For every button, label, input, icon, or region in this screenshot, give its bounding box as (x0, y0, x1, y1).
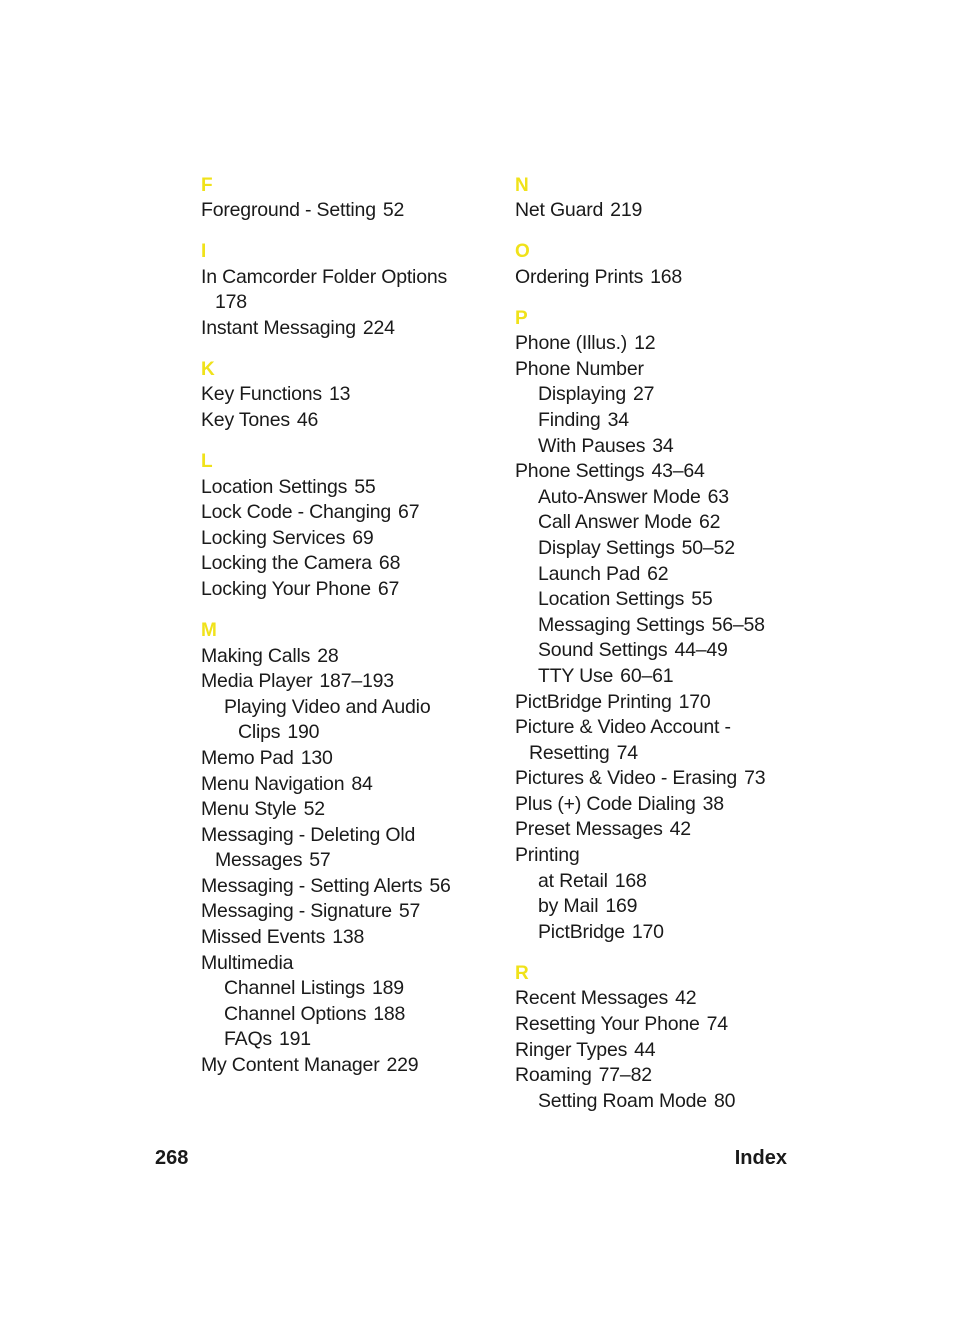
index-subentry-call-answer-mode (515, 510, 815, 536)
entry-page-ref: 13 (328, 383, 351, 406)
index-entry-picture-video-account (515, 715, 815, 766)
index-subentry-auto-answer-mode (515, 485, 815, 511)
index-entry-making-calls (201, 644, 491, 670)
index-entry-instant-messaging (201, 316, 491, 342)
index-entry-recent-messages (515, 986, 815, 1012)
entry-term: My Content Manager (201, 1054, 380, 1077)
entry-page-ref: 63 (707, 485, 729, 508)
section-letter: K (201, 358, 215, 380)
index-entry-pictbridge-printing (515, 690, 815, 716)
entry-term: Channel Listings (224, 977, 365, 1000)
entry-page-ref: 73 (744, 767, 766, 790)
entry-page-ref: 42 (675, 987, 697, 1010)
running-title: Index (734, 1147, 787, 1169)
index-entry-menu-navigation (201, 772, 491, 798)
entry-page-ref: 50–52 (681, 536, 735, 559)
entry-term: PictBridge Printing (515, 690, 672, 713)
index-entry-missed-events (201, 925, 491, 951)
entry-page-ref: 34 (607, 408, 629, 431)
entry-term: Finding (538, 408, 601, 431)
entry-page-ref: 168 (650, 265, 683, 288)
index-subentry-display-settings (515, 536, 815, 562)
entry-term: Ordering Prints (515, 265, 644, 288)
index-entry-locking-your-phone (201, 577, 491, 603)
index-entry-ordering-prints (515, 265, 815, 291)
index-entry-printing (515, 843, 815, 869)
entry-term: Phone Settings (515, 460, 645, 483)
entry-page-ref: 68 (378, 552, 401, 575)
entry-term: TTY Use (538, 664, 614, 687)
entry-term: Instant Messaging (201, 316, 356, 339)
entry-page-ref: 170 (631, 920, 664, 943)
index-entry-location-settings (201, 475, 491, 501)
index-subentry-setting-roam-mode (515, 1089, 815, 1115)
entry-page-ref: 42 (669, 818, 691, 841)
entry-continuation (201, 848, 491, 874)
entry-page-ref: 84 (351, 772, 373, 795)
index-section-r (515, 960, 815, 1114)
index-section-p (515, 305, 815, 945)
section-letter: L (201, 451, 213, 473)
entry-term: Menu Style (201, 798, 297, 821)
index-subentry-at-retail (515, 869, 815, 895)
section-letter: I (201, 241, 207, 263)
index-entry-preset-messages (515, 817, 815, 843)
index-subentry-with-pauses (515, 434, 815, 460)
entry-term: PictBridge (538, 920, 625, 943)
index-subentry-by-mail (515, 894, 815, 920)
index-entry-media-player (201, 669, 491, 695)
entry-term: Key Tones (201, 408, 290, 431)
entry-term: Media Player (201, 670, 313, 693)
index-entry-lock-code-changing (201, 500, 491, 526)
entry-term: Display Settings (538, 536, 675, 559)
index-entry-multimedia (201, 951, 491, 977)
entry-term: Locking the Camera (201, 552, 372, 575)
index-entry-pictures-video-erasing (515, 766, 815, 792)
index-entry-foreground-setting (201, 198, 491, 224)
page-number: 268 (155, 1147, 189, 1169)
entry-term: Launch Pad (538, 562, 641, 585)
index-entry-menu-style (201, 797, 491, 823)
index-subentry-tty-use (515, 664, 815, 690)
entry-term: In Camcorder Folder Options (201, 265, 448, 288)
index-entry-messaging-deleting-old (201, 823, 491, 874)
index-entry-locking-the-camera (201, 551, 491, 577)
entry-term: Sound Settings (538, 639, 668, 662)
entry-continuation (515, 741, 815, 767)
entry-page-ref: 55 (354, 475, 376, 498)
section-letter: F (201, 174, 213, 196)
entry-page-ref: 55 (691, 588, 713, 611)
entry-term: With Pauses (538, 434, 646, 457)
entry-term: Foreground - Setting (201, 199, 376, 221)
entry-term: Lock Code - Changing (201, 501, 392, 524)
entry-term: Pictures & Video - Erasing (515, 767, 738, 790)
entry-term: Resetting Your Phone (515, 1013, 700, 1036)
entry-page-ref: 62 (698, 511, 721, 534)
section-letter: P (515, 307, 528, 329)
index-subentry-faqs (201, 1027, 491, 1053)
entry-page-ref: 77–82 (598, 1064, 652, 1087)
entry-page-ref: 44 (634, 1038, 656, 1061)
entry-term: Channel Options (224, 1002, 367, 1025)
entry-term: Key Functions (201, 383, 322, 406)
entry-page-ref: 38 (702, 792, 724, 815)
entry-term: Messaging Settings (538, 613, 705, 636)
entry-page-ref: 52 (303, 798, 325, 821)
index-entry-ringer-types (515, 1038, 815, 1064)
index-entry-key-functions (201, 382, 491, 408)
entry-term: Recent Messages (515, 987, 669, 1010)
entry-term: Making Calls (201, 644, 311, 667)
entry-term: Menu Navigation (201, 772, 345, 795)
index-subentry-sound-settings (515, 638, 815, 664)
entry-term: Messaging - Deleting Old (201, 823, 416, 846)
index-section-i (201, 239, 491, 342)
entry-page-ref: 80 (713, 1089, 736, 1112)
entry-page-ref: 169 (605, 895, 638, 918)
entry-page-ref: 57 (309, 849, 331, 872)
entry-continuation-text: Messages (215, 849, 303, 872)
entry-page-ref: 56–58 (711, 613, 765, 636)
index-subentry-launch-pad (515, 562, 815, 588)
entry-term: Memo Pad (201, 746, 294, 769)
index-subentry-pictbridge (515, 920, 815, 946)
entry-page-ref: 138 (332, 926, 365, 949)
entry-term: Plus (+) Code Dialing (515, 792, 696, 815)
entry-page-ref: 56 (429, 874, 451, 897)
index-entry-messaging-setting-alerts (201, 874, 491, 900)
entry-page-ref: 168 (614, 869, 647, 892)
index-entry-messaging-signature (201, 899, 491, 925)
entry-page-ref: 67 (377, 577, 400, 600)
index-column-left (201, 172, 491, 1094)
entry-page-ref: 74 (706, 1013, 728, 1036)
entry-page-ref: 52 (382, 199, 405, 221)
entry-term: Roaming (515, 1064, 592, 1087)
entry-page-ref: 28 (317, 644, 339, 667)
section-letter: M (201, 620, 217, 642)
index-entry-in-camcorder-folder-options (201, 265, 491, 316)
entry-page-ref: 43–64 (651, 460, 705, 483)
index-subentry-messaging-settings (515, 613, 815, 639)
entry-continuation-text: Clips (238, 721, 281, 744)
entry-page-ref: 219 (610, 199, 643, 221)
index-entry-locking-services (201, 526, 491, 552)
index-subentry-location-settings (515, 587, 815, 613)
entry-page-ref: 188 (373, 1002, 406, 1025)
index-section-k (201, 356, 491, 433)
index-section-m (201, 618, 491, 1079)
entry-term: Ringer Types (515, 1038, 628, 1061)
entry-term: Phone (Illus.) (515, 332, 628, 355)
entry-term: Missed Events (201, 926, 326, 949)
index-entry-phone-illus (515, 331, 815, 357)
section-letter: R (515, 962, 529, 984)
index-column-right (515, 172, 815, 1129)
index-entry-plus-code-dialing (515, 792, 815, 818)
entry-term: Location Settings (201, 475, 348, 498)
entry-page-ref: 34 (652, 434, 674, 457)
index-entry-phone-number (515, 357, 815, 383)
entry-page-ref: 12 (634, 332, 656, 355)
entry-continuation (201, 290, 491, 316)
index-section-n (515, 172, 815, 224)
entry-page-ref: 187–193 (319, 670, 394, 693)
entry-term: Call Answer Mode (538, 511, 692, 534)
entry-page-ref: 27 (632, 383, 655, 406)
entry-term: Messaging - Signature (201, 900, 392, 923)
entry-term: Locking Your Phone (201, 577, 371, 600)
entry-term: Auto-Answer Mode (538, 485, 701, 508)
entry-term: Displaying (538, 383, 626, 406)
index-entry-key-tones (201, 408, 491, 434)
entry-term: Net Guard (515, 199, 604, 221)
entry-continuation-text: 178 (215, 291, 247, 314)
entry-page-ref: 130 (300, 746, 333, 769)
index-subentry-finding (515, 408, 815, 434)
entry-term: Multimedia (201, 951, 294, 974)
entry-page-ref: 191 (278, 1028, 311, 1051)
entry-term: Preset Messages (515, 818, 663, 841)
entry-page-ref: 229 (386, 1054, 419, 1077)
index-entry-memo-pad (201, 746, 491, 772)
entry-term: Playing Video and Audio (224, 695, 431, 718)
index-section-f (201, 172, 491, 224)
section-letter: O (515, 241, 530, 263)
entry-term: Locking Services (201, 526, 346, 549)
entry-continuation-text: Resetting (529, 741, 610, 764)
entry-page-ref: 224 (362, 316, 395, 339)
index-entry-my-content-manager (201, 1053, 491, 1079)
entry-term: FAQs (224, 1028, 272, 1051)
entry-term: Setting Roam Mode (538, 1089, 707, 1112)
index-subentry-channel-options (201, 1002, 491, 1028)
entry-page-ref: 57 (398, 900, 421, 923)
index-entry-phone-settings (515, 459, 815, 485)
entry-page-ref: 46 (296, 408, 319, 431)
entry-page-ref: 60–61 (620, 664, 674, 687)
entry-page-ref: 74 (616, 741, 638, 764)
entry-page-ref: 190 (287, 721, 320, 744)
index-entry-roaming (515, 1063, 815, 1089)
index-subentry-channel-listings (201, 976, 491, 1002)
index-entry-net-guard (515, 198, 815, 224)
entry-page-ref: 44–49 (674, 639, 728, 662)
entry-term: Phone Number (515, 357, 644, 380)
index-subentry-playing-video-and-audio (201, 695, 491, 746)
section-letter: N (515, 174, 529, 196)
entry-page-ref: 69 (352, 526, 374, 549)
entry-page-ref: 67 (398, 501, 420, 524)
entry-term: Printing (515, 844, 580, 867)
entry-page-ref: 170 (678, 690, 711, 713)
entry-page-ref: 189 (371, 977, 404, 1000)
entry-term: Picture & Video Account - (515, 716, 731, 739)
entry-page-ref: 62 (647, 562, 669, 585)
entry-term: Location Settings (538, 588, 685, 611)
entry-term: at Retail (538, 869, 608, 892)
index-section-o (515, 239, 815, 291)
index-entry-resetting-your-phone (515, 1012, 815, 1038)
entry-term: Messaging - Setting Alerts (201, 874, 423, 897)
index-section-l (201, 449, 491, 603)
entry-continuation (224, 720, 491, 746)
entry-term: by Mail (538, 895, 599, 918)
index-subentry-displaying (515, 382, 815, 408)
